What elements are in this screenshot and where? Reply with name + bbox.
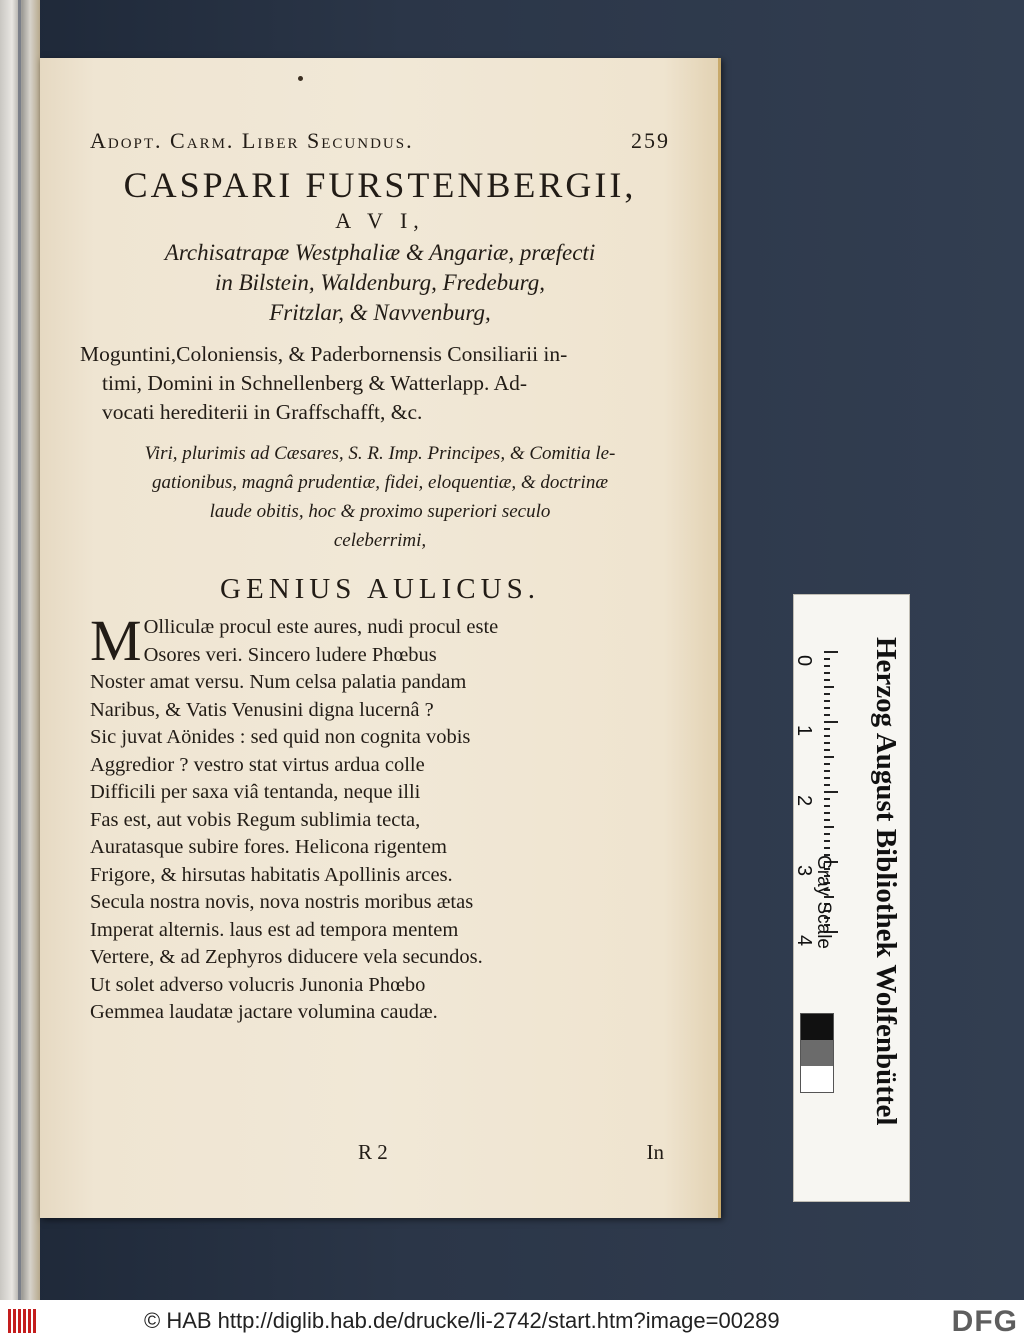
ruler-tick — [824, 763, 830, 765]
page-number: 259 — [631, 128, 670, 153]
council-block — [80, 340, 670, 427]
ruler-tick — [824, 707, 830, 709]
ruler-tick — [824, 812, 830, 814]
ruler-tick — [824, 784, 830, 786]
ruler-tick — [824, 847, 830, 849]
verse-line: Frigore, & hirsutas habitatis Apollinis arces. — [90, 863, 453, 886]
ruler-tick — [824, 819, 830, 821]
signature-mark: R 2 — [358, 1140, 388, 1164]
ruler-number: 2 — [793, 794, 816, 807]
ruler-tick — [824, 679, 830, 681]
book-binding — [0, 0, 40, 1300]
ruler-tick — [824, 840, 830, 842]
verse-line: Vertere, & ad Zephyros diducere vela secundos. — [90, 946, 483, 968]
book-page — [40, 58, 721, 1218]
council-line: Moguntini,Coloniensis, & Paderbornensis Consiliarii in- — [80, 342, 568, 366]
office-line: in Bilstein, Waldenburg, Fredeburg, — [214, 270, 546, 295]
ruler-tick — [824, 721, 838, 723]
poem-subtitle: A V I, — [335, 208, 425, 233]
verse-line: Difficili per saxa viâ tentanda, neque illi — [90, 781, 421, 803]
section-title: GENIUS AULICUS. — [220, 573, 540, 605]
dfg-logo: DFG — [951, 1305, 1018, 1338]
verse-line: Auratasque subire fores. Helicona rigentem — [90, 836, 447, 858]
ruler-tick — [824, 735, 830, 737]
verse-block — [90, 608, 670, 1027]
running-head — [90, 128, 670, 154]
office-line: Fritzlar, & Navvenburg, — [269, 300, 491, 325]
ruler-tick — [824, 665, 830, 667]
page-speck — [298, 76, 303, 81]
poem-title: CASPARI FURSTENBERGII, — [123, 165, 637, 205]
ruler-tick — [824, 714, 830, 716]
verse-line: Noster amat versu. Num celsa palatia pandam — [90, 671, 467, 693]
ruler-tick — [824, 728, 830, 730]
ruler-tick — [824, 798, 830, 800]
copyright-link[interactable]: © HAB http://diglib.hab.de/drucke/li-2742/start.htm?image=00289 — [144, 1307, 780, 1333]
verse-line: Imperat alternis. laus est ad tempora mentem — [90, 918, 459, 941]
office-line: Archisatrapæ Westphaliæ & Angariæ, præfecti — [164, 240, 596, 265]
verse-line: Naribus, & Vatis Venusini digna lucernâ ? — [90, 698, 434, 721]
page-text-block — [80, 128, 670, 1164]
ruler-tick — [824, 833, 830, 835]
running-head-title: Adopt. Carm. Liber Secundus. — [90, 128, 414, 153]
library-name: Herzog August Bibliothek Wolfenbüttel — [870, 637, 902, 1126]
scale-ruler — [793, 594, 910, 1202]
verse-line: Aggredior ? vestro stat virtus ardua colle — [90, 753, 425, 776]
ruler-tick — [824, 742, 830, 744]
dedication-line: laude obitis, hoc & proximo superiori seculo — [209, 501, 551, 522]
ruler-tick — [824, 693, 830, 695]
verse-line: Ut solet adverso volucris Junonia Phœbo — [90, 973, 426, 996]
ruler-tick — [824, 686, 834, 688]
ruler-tick — [824, 826, 834, 828]
ruler-tick — [824, 805, 830, 807]
ruler-tick — [824, 749, 830, 751]
grayscale-label: Gray Scale — [813, 855, 834, 949]
ruler-number: 4 — [793, 934, 816, 947]
grayscale-swatch — [801, 1040, 833, 1066]
verse-line: Sic juvat Aönides : sed quid non cognita vobis — [90, 726, 471, 748]
dedication-block — [90, 439, 670, 555]
viewer-footer — [0, 1300, 1024, 1341]
ruler-label — [852, 637, 904, 1177]
council-line: timi, Domini in Schnellenberg & Watterlapp. Ad- — [102, 371, 528, 395]
verse-line: Olliculæ procul este aures, nudi procul este — [143, 616, 499, 638]
hab-logo-icon — [8, 1309, 48, 1333]
ruler-tick — [824, 770, 830, 772]
ruler-tick — [824, 777, 830, 779]
verse-line: Fas est, aut vobis Regum sublimia tecta, — [90, 808, 421, 831]
ruler-tick — [824, 700, 830, 702]
dedication-line: celeberrimi, — [333, 530, 427, 551]
ruler-number: 1 — [793, 724, 816, 737]
council-line: vocati herediterii in Graffschafft, &c. — [102, 400, 423, 424]
catchword: In — [646, 1140, 664, 1164]
verse-line: Gemmea laudatæ jactare volumina caudæ. — [90, 1001, 438, 1023]
verse-line: Secula nostra novis, nova nostris moribus ætas — [90, 891, 474, 913]
ruler-tick — [824, 658, 830, 660]
ruler-number: 3 — [793, 864, 816, 877]
ruler-tick — [824, 791, 838, 793]
verse-line: Osores veri. Sincero ludere Phœbus — [143, 643, 437, 666]
dedication-line: gationibus, magnâ prudentiæ, fidei, eloquentiæ, & doctrinæ — [152, 472, 608, 493]
ruler-number: 0 — [793, 654, 816, 667]
ruler-tick — [824, 672, 830, 674]
ruler-tick — [824, 756, 834, 758]
dedication-line: Viri, plurimis ad Cæsares, S. R. Imp. Principes, & Comitia le- — [144, 443, 616, 464]
drop-cap: M — [90, 608, 142, 673]
grayscale-swatch — [801, 1014, 833, 1040]
grayscale-swatch — [801, 1066, 833, 1092]
ruler-tick — [824, 651, 838, 653]
grayscale-swatches — [800, 1013, 834, 1093]
office-block — [90, 238, 670, 328]
